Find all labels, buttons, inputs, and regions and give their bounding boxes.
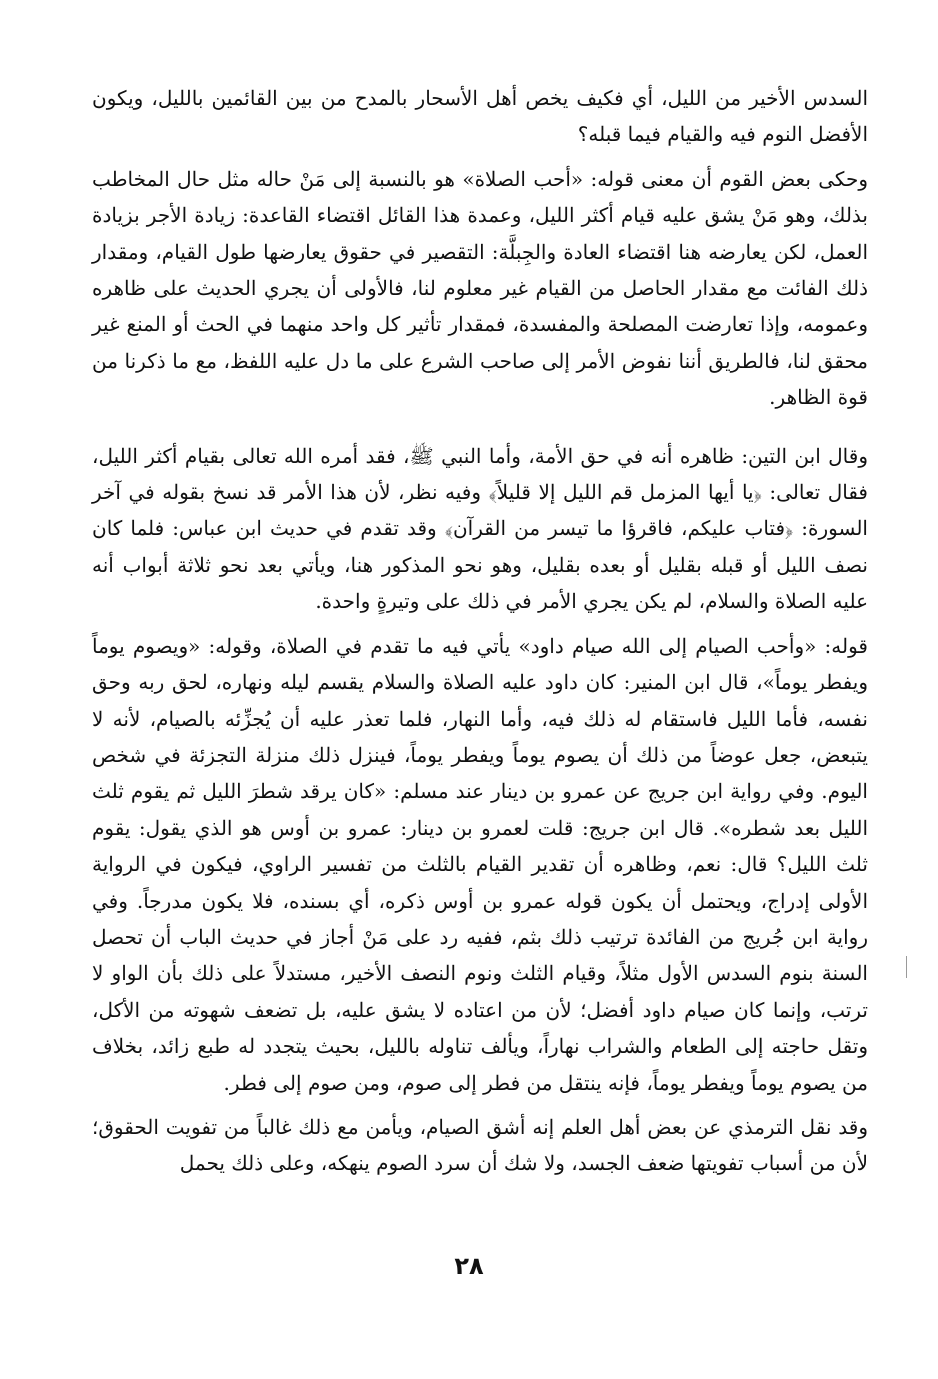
paragraph-2: وحكى بعض القوم أن معنى قوله: «أحب الصلاة» هو بالنسبة إلى مَنْ حاله مثل حال المخاطب بذلك، وهو مَنْ يشق عليه قيام أكثر الليل، وعمدة هذا القائل اقتضاء القاعدة: زيادة الأجر بزيادة العمل، لكن يعارضه هنا اقتضاء العادة والجِبلَّة: التقصير في حقوق يعارضها طول القيام، ومقدار ذلك الفائت مع مقدار الحاصل من القيام غير معلوم لنا، فالأولى أن يجري الحديث على ظاهره وعمومه، وإذا تعارضت المصلحة والمفسدة، فمقدار تأثير كل واحد منهما في الحث أو المنع غير محقق لنا، فالطريق أننا نفوض الأمر إلى صاحب الشرع على ما دل عليه اللفظ، مع ما ذكرنا من قوة الظاهر.: [92, 166, 868, 410]
paragraph-3: وقال ابن التين: ظاهره أنه في حق الأمة، وأما النبي ﷺ، فقد أمره الله تعالى بقيام أكثر الليل، فقال تعالى: ﴿يا أيها المزمل قم الليل إلا قليلاً﴾ وفيه نظر، لأن هذا الأمر قد نسخ بقوله في آخر السورة: ﴿فتاب عليكم، فاقرؤا ما تيسر من القرآن﴾ وقد تقدم في حديث ابن عباس: فلما كان نصف الليل أو قبله بقليل أو بعده بقليل، وهو نحو المذكور هنا، ويأتي بعد نحو ثلاثة أبواب أنه عليه الصلاة والسلام، لم يكن يجري الأمر في ذلك على وتيرةٍ واحدة.: [92, 443, 868, 614]
body-text: [92, 80, 868, 1182]
page-number: ٢٨: [454, 1252, 484, 1280]
paragraph-4: قوله: «وأحب الصيام إلى الله صيام داود» يأتي فيه ما تقدم في الصلاة، وقوله: «ويصوم يوماً ويفطر يوماً»، قال ابن المنير: كان داود عليه الصلاة والسلام يقسم ليله ونهاره، لحق ربه وحق نفسه، فأما الليل فاستقام له ذلك فيه، وأما النهار، فلما تعذر عليه أن يُجزِّئه بالصيام، لأنه لا يتبعض، جعل عوضاً من ذلك أن يصوم يوماً ويفطر يوماً، فينزل ذلك منزلة التجزئة في شخص اليوم. وفي رواية ابن جريج عن عمرو بن دينار عند مسلم: «كان يرقد شطرَ الليل ثم يقوم ثلث الليل بعد شطره». قال ابن جريج: قلت لعمرو بن دينار: عمرو بن أوس هو الذي يقول: يقوم ثلث الليل؟ قال: نعم، وظاهره أن تقدير القيام بالثلث من تفسير الراوي، فيكون في الرواية الأولى إدراج، ويحتمل أن يكون قوله عمرو بن أوس ذكره، أي بسنده، فلا يكون مدرجاً. وفي رواية ابن جُريج من الفائدة ترتيب ذلك بثم، ففيه رد على مَنْ أجاز في حديث الباب أن تحصل السنة بنوم السدس الأول مثلاً، وقيام الثلث ونوم النصف الأخير، مستدلاً على ذلك بأن الواو لا ترتب، وإنما كان صيام داود أفضل؛ لأن من اعتاده لا يشق عليه، بل تضعف شهوته من الأكل، وتقل حاجته إلى الطعام والشراب نهاراً، ويألف تناوله بالليل، بحيث يتجدد له طبع زائد، بخلاف من يصوم يوماً ويفطر يوماً، فإنه ينتقل من فطر إلى صوم، ومن صوم إلى فطر.: [92, 633, 868, 1095]
paragraph-1: السدس الأخير من الليل، أي فكيف يخص أهل الأسحار بالمدح من بين القائمين بالليل، ويكون الأفضل النوم فيه والقيام فيما قبله؟: [92, 86, 868, 147]
paragraph-5: وقد نقل الترمذي عن بعض أهل العلم إنه أشق الصيام، ويأمن مع ذلك غالباً من تفويت الحقوق؛ لأن من أسباب تفويتها ضعف الجسد، ولا شك أن سرد الصوم ينهكه، وعلى ذلك يحمل: [92, 1114, 868, 1176]
scan-artifact: [906, 956, 907, 978]
